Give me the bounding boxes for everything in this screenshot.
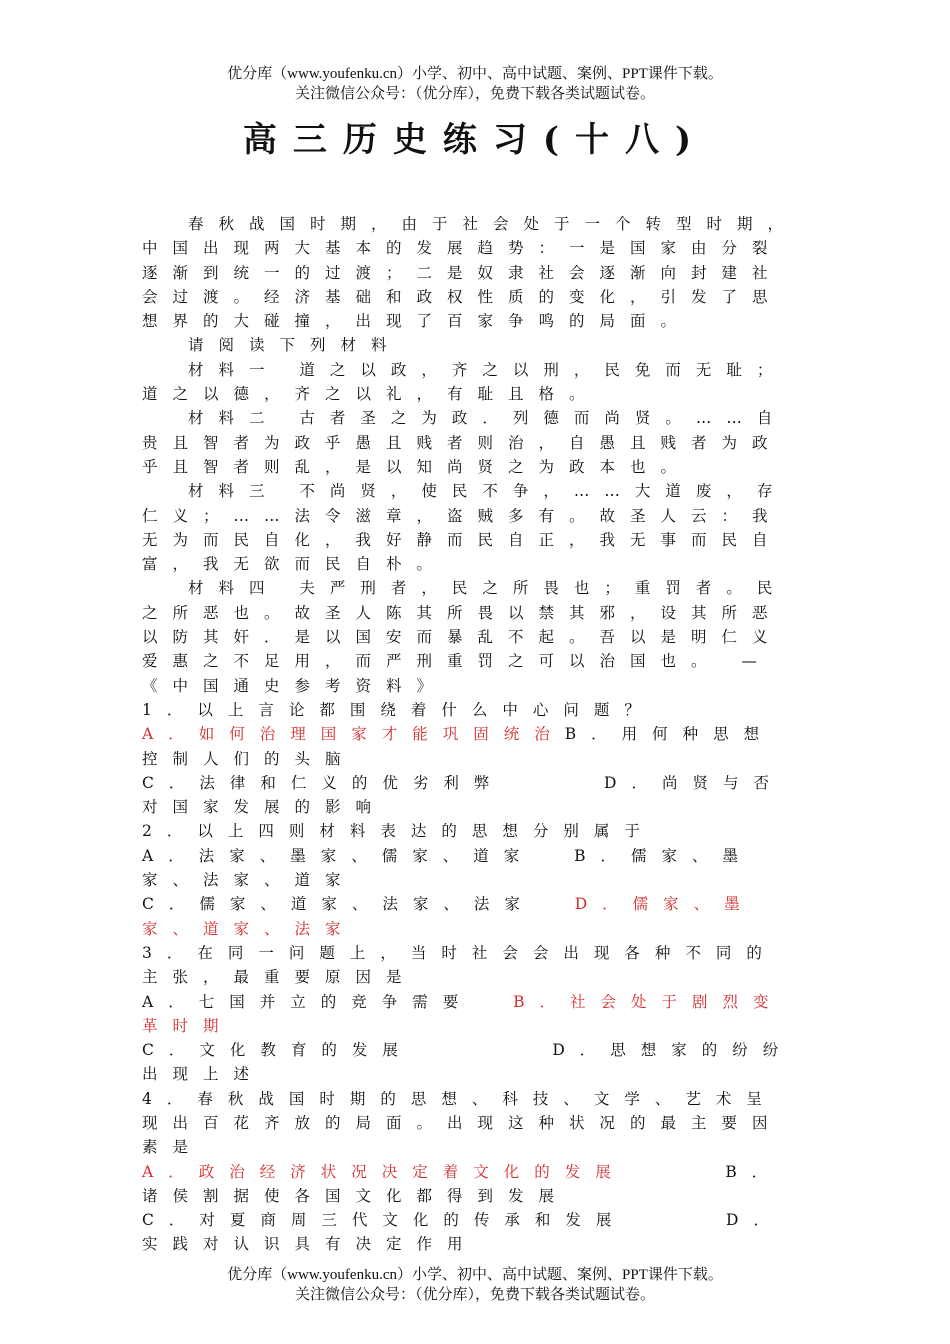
question-2-stem: 2．以上四则材料表达的思想分别属于 (142, 822, 655, 841)
question-3-option-c: C．文化教育的发展 (142, 1041, 413, 1060)
footer-line-2: 关注微信公众号：（优分库），免费下载各类试题试卷。 (294, 1287, 655, 1303)
question-1-option-d: D．尚贤与否对国家发展的影响 (142, 773, 784, 817)
question-4-options-cd (142, 1208, 802, 1257)
question-1-option-c: C．法律和仁义的优劣利弊 (142, 773, 505, 792)
question-3-options-ab (142, 990, 802, 1039)
page-header (0, 64, 950, 104)
question-2-options-ab (142, 844, 802, 893)
question-4-option-d: D．实践对认识具有决定作用 (142, 1211, 784, 1254)
question-3-stem: 3．在同一问题上，当时社会会出现各种不同的主张，最重要原因是 (142, 943, 777, 987)
material-2: 材料二 古者圣之为政．列德而尚贤。……自贵且智者为政乎愚且贱者则治，自愚且贱者为政乎且智者则乱，是以知尚贤之为政本也。 (142, 409, 788, 476)
question-2-options-cd (142, 892, 802, 941)
question-4-option-a: A．政治经济状况决定着文化的发展 (142, 1162, 626, 1181)
page-footer (0, 1265, 950, 1305)
question-2-option-a: A．法家、墨家、儒家、道家 (142, 846, 535, 865)
question-1-option-b: B．用何种思想控制人们的头脑 (142, 725, 775, 768)
header-line-1: 优分库（www.youfenku.cn）小学、初中、高中试题、案例、PPT课件下载。 (227, 66, 723, 82)
question-4-option-c: C．对夏商周三代文化的传承和发展 (142, 1211, 627, 1230)
question-2-option-b: B．儒家、墨家、法家、道家 (142, 846, 753, 890)
material-1: 材料一 道之以政，齐之以刑，民免而无耻；道之以德，齐之以礼，有耻且格。 (142, 360, 788, 404)
reading-prompt: 请阅读下列材料 (188, 336, 402, 355)
question-4-option-b: B．诸侯割据使各国文化都得到发展 (142, 1162, 783, 1205)
material-4: 材料四 夫严刑者，民之所畏也；重罚者。民之所恶也。故圣人陈其所畏以禁其邪，设其所恶以防其奸．是以国安而暴乱不起。吾以是明仁义爱惠之不足用，而严刑重罚之可以治国也。 —《中国通史参考资料》 (142, 579, 788, 695)
question-2-option-d: D．儒家、墨家、道家、法家 (142, 895, 755, 938)
material-3: 材料三 不尚贤，使民不争，……大道废，存仁义；……法令滋章，盗贼多有。故圣人云：我无为而民自化，我好静而民自正，我无事而民自富，我无欲而民自朴。 (142, 482, 788, 574)
question-3-option-a: A．七国并立的竞争需要 (142, 992, 474, 1011)
page-title: 高三历史练习(十八) (242, 120, 708, 160)
question-1-options-ab (142, 722, 802, 771)
question-4-stem: 4．春秋战国时期的思想、科技、文学、艺术呈现出百花齐放的局面。出现这种状况的最主要因素是 (142, 1089, 783, 1157)
question-1-stem: 1．以上言论都围绕着什么中心问题？ (142, 700, 655, 719)
question-2-option-c: C．儒家、道家、法家、法家 (142, 895, 535, 914)
question-3-option-b: B．社会处于剧烈变革时期 (142, 992, 784, 1035)
footer-line-1: 优分库（www.youfenku.cn）小学、初中、高中试题、案例、PPT课件下载。 (227, 1267, 723, 1283)
question-3-option-d: D．思想家的纷纷出现上述 (142, 1041, 794, 1084)
intro-paragraph: 春秋战国时期，由于社会处于一个转型时期，中国出现两大基本的发展趋势：一是国家由分裂逐渐到统一的过渡；二是奴隶社会逐渐向封建社会过渡。经济基础和政权性质的变化，引发了思想界的大碰撞，出现了百家争鸣的局面。 (142, 215, 799, 331)
question-1-option-a: A．如何治理国家才能巩固统治 (142, 725, 565, 744)
header-line-2: 关注微信公众号：（优分库），免费下载各类试题试卷。 (294, 86, 655, 102)
question-4-options-ab (142, 1160, 802, 1209)
question-3-options-cd (142, 1038, 802, 1087)
document-body (142, 212, 802, 1257)
question-1-options-cd (142, 771, 802, 820)
